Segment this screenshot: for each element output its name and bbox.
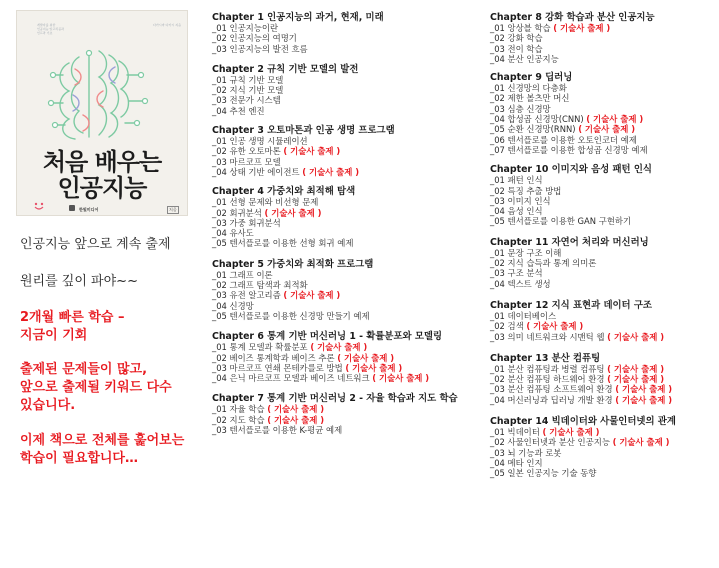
toc-item-label: _02 강화 학습 (490, 33, 543, 44)
chapter-section (490, 237, 718, 289)
chapter-section (212, 393, 482, 435)
note-future-keywords: 앞으로 출제될 키워드 다수 (20, 380, 172, 395)
toc-item (490, 248, 718, 258)
series-mark: 처음 (169, 207, 177, 212)
chapter-section (490, 300, 718, 342)
exam-badge: ( 기술사 출제 ) (337, 352, 395, 363)
toc-item-label: _05 일본 인공지능 기술 동향 (490, 468, 597, 479)
exam-badge: ( 기술사 출제 ) (267, 414, 325, 425)
exam-badge: ( 기술사 출제 ) (372, 373, 430, 384)
toc-item-label: _03 마르코프 모델 (212, 156, 281, 167)
toc-item-label: _04 추천 엔진 (212, 105, 265, 116)
toc-item-label: _03 이미지 인식 (490, 195, 551, 206)
toc-item-label: _02 분산 컴퓨팅 하드웨어 환경 (490, 374, 605, 385)
toc-item (212, 425, 482, 435)
toc-item-label: _02 회귀분석 (212, 207, 262, 218)
toc-item (490, 23, 718, 33)
exam-badge: ( 기술사 출제 ) (612, 437, 670, 448)
toc-item-label: _04 신경망 (212, 300, 254, 311)
toc-item-label: _04 은닉 마르코프 모델과 베이즈 네트워크 (212, 373, 370, 384)
exam-badge: ( 기술사 출제 ) (264, 207, 322, 218)
exam-badge: ( 기술사 출제 ) (526, 321, 584, 332)
toc-item-label: _05 텐서플로를 이용한 신경망 만들기 예제 (212, 310, 370, 321)
toc-item-label: _02 특징 추출 방법 (490, 185, 562, 196)
toc-item (490, 279, 718, 289)
toc-item (212, 95, 482, 105)
chapter-title: Chapter 6 통계 기반 머신러닝 1 - 확률분포와 모델링 (212, 331, 443, 343)
note-fast-learning: 2개월 빠른 학습 – (20, 310, 125, 325)
chapter-section (212, 186, 482, 248)
toc-item (490, 186, 718, 196)
toc-item-label: _03 심층 신경망 (490, 103, 551, 114)
toc-item-label: _01 선형 문제와 비선형 문제 (212, 197, 319, 208)
toc-item-label: _03 텐서플로를 이용한 K-평균 예제 (212, 425, 343, 436)
toc-item-label: _01 빅데이터 (490, 427, 540, 438)
chapter-section (212, 12, 482, 54)
exam-badge: ( 기술사 출제 ) (615, 384, 673, 395)
chapter-section (490, 416, 718, 478)
toc-column-left (212, 12, 482, 435)
note-now-chance: 지금이 기회 (20, 328, 88, 343)
toc-item (212, 311, 482, 321)
toc-item-label: _03 전문가 시스템 (212, 95, 281, 106)
toc-item-label: _03 유전 알고리즘 (212, 290, 281, 301)
cover-title-line-2: 인공지능 (57, 174, 147, 202)
toc-item (212, 373, 482, 383)
toc-item-label: _01 데이터베이스 (490, 310, 557, 321)
note-read-book: 이제 책으로 전체를 훑어보는 (20, 433, 185, 448)
exam-badge: ( 기술사 출제 ) (607, 363, 665, 374)
chapter-title: Chapter 13 분산 컴퓨팅 (490, 352, 601, 364)
toc-item (212, 270, 482, 280)
exam-badge: ( 기술사 출제 ) (578, 124, 636, 135)
toc-item (212, 44, 482, 54)
chapter-title: Chapter 14 빅데이터와 사물인터넷의 관계 (490, 416, 676, 428)
toc-item-label: _01 통계 모델과 확률분포 (212, 342, 308, 353)
toc-item-label: _01 인공 생명 시뮬레이션 (212, 136, 308, 147)
toc-item-label: _03 인공지능의 발전 흐름 (212, 43, 308, 54)
toc-item-label: _05 순환 신경망(RNN) (490, 124, 576, 135)
toc-item (490, 448, 718, 458)
toc-item (490, 437, 718, 447)
toc-item-label: _02 유한 오토마톤 (212, 146, 281, 157)
chapter-section (212, 259, 482, 321)
chapter-section (212, 331, 482, 383)
chapter-title: Chapter 8 강화 학습과 분산 인공지능 (490, 12, 655, 23)
toc-item (490, 311, 718, 321)
toc-item (212, 280, 482, 290)
chapter-title: Chapter 11 자연어 처리와 머신러닝 (490, 236, 649, 248)
chapter-section (490, 353, 718, 405)
toc-item-label: _03 뇌 기능과 로봇 (490, 447, 562, 458)
toc-item-label: _02 검색 (490, 321, 524, 332)
note-need-study: 학습이 필요합니다… (20, 451, 138, 466)
toc-item (212, 342, 482, 352)
toc-item-label: _05 텐서플로를 이용한 GAN 구현하기 (490, 216, 632, 227)
toc-item (490, 44, 718, 54)
book-cover (16, 10, 188, 216)
toc-item-label: _03 가중 회귀분석 (212, 217, 281, 228)
toc-item (212, 290, 482, 300)
toc-item (490, 395, 718, 405)
chapter-section (212, 125, 482, 177)
toc-item (490, 196, 718, 206)
toc-item (490, 321, 718, 331)
toc-item (212, 85, 482, 95)
toc-item (490, 175, 718, 185)
exam-badge: ( 기술사 출제 ) (310, 342, 368, 353)
chapter-section (212, 64, 482, 116)
cover-title-line-1: 처음 배우는 (42, 148, 162, 176)
toc-item-label: _07 텐서플로를 이용한 합성곱 신경망 예제 (490, 144, 648, 155)
cover-blurb: 개발자를 위한 인공지능 알고리즘과 인프라 기초 (37, 23, 65, 35)
smile-icon (33, 201, 45, 211)
toc-item (490, 268, 718, 278)
toc-item-label: _03 분산 컴퓨팅 소프트웨어 환경 (490, 384, 613, 395)
toc-item-label: _06 텐서플로를 이용한 오토인코더 예제 (490, 134, 637, 145)
exam-badge: ( 기술사 출제 ) (607, 374, 665, 385)
toc-item-label: _02 지식 기반 모델 (212, 85, 284, 96)
toc-item-label: _03 의미 네트워크와 시맨틱 웹 (490, 331, 605, 342)
toc-item (212, 197, 482, 207)
toc-item-label: _01 규칙 기반 모델 (212, 74, 284, 85)
toc-item (490, 458, 718, 468)
chapter-title: Chapter 1 인공지능의 과거, 현재, 미래 (212, 12, 384, 23)
toc-item (490, 93, 718, 103)
toc-item-label: _02 지식 습득과 통계 의미론 (490, 258, 597, 269)
toc-item (490, 216, 718, 226)
cover-authors: 다카시마 다카시 지음 (153, 23, 181, 27)
toc-item-label: _02 인공지능의 여명기 (212, 33, 297, 44)
note-dig-deep: 원리를 깊이 파야~~ (20, 274, 138, 289)
toc-item-label: _01 자율 학습 (212, 404, 265, 415)
toc-item (490, 206, 718, 216)
toc-item-label: _03 전이 학습 (490, 43, 543, 54)
chapter-title: Chapter 10 이미지와 음성 패턴 인식 (490, 164, 652, 176)
toc-item (212, 301, 482, 311)
toc-item (490, 427, 718, 437)
chapter-section (490, 12, 718, 64)
chapter-title: Chapter 5 가중치와 최적화 프로그램 (212, 258, 374, 270)
toc-item-label: _01 패턴 인식 (490, 175, 543, 186)
toc-item (212, 23, 482, 33)
toc-item (490, 374, 718, 384)
exam-badge: ( 기술사 출제 ) (267, 404, 325, 415)
toc-item-label: _03 마르코프 연쇄 몬테카를로 방법 (212, 362, 343, 373)
note-ai-exam-trend: 인공지능 앞으로 계속 출제 (20, 237, 171, 252)
chapter-title: Chapter 2 규칙 기반 모델의 발전 (212, 63, 359, 75)
chapter-title: Chapter 9 딥러닝 (490, 72, 573, 84)
note-exists: 있습니다. (20, 398, 76, 413)
exam-badge: ( 기술사 출제 ) (283, 290, 341, 301)
toc-item-label: _04 메타 인지 (490, 457, 543, 468)
note-many-questions: 출제된 문제들이 많고, (20, 362, 148, 377)
toc-item (212, 238, 482, 248)
chapter-title: Chapter 12 지식 표현과 데이터 구조 (490, 299, 652, 311)
toc-item (490, 135, 718, 145)
toc-column-right (490, 12, 718, 479)
publisher-logo: 한빛미디어 (79, 207, 99, 212)
toc-item (490, 104, 718, 114)
toc-item-label: _04 상태 기반 에이전트 (212, 166, 300, 177)
toc-item (490, 332, 718, 342)
toc-item-label: _01 앙상블 학습 (490, 23, 551, 33)
toc-item-label: _01 그래프 이론 (212, 269, 273, 280)
toc-item (490, 114, 718, 124)
exam-badge: ( 기술사 출제 ) (283, 146, 341, 157)
toc-item-label: _05 텐서플로를 이용한 선형 회귀 예제 (212, 238, 354, 249)
toc-item (212, 75, 482, 85)
chapter-section (490, 72, 718, 155)
toc-item (212, 353, 482, 363)
toc-item-label: _01 신경망의 다층화 (490, 83, 567, 94)
toc-item (490, 54, 718, 64)
toc-item-label: _01 분산 컴퓨팅과 병렬 컴퓨팅 (490, 363, 605, 374)
toc-item (212, 363, 482, 373)
toc-item (212, 33, 482, 43)
toc-item (490, 145, 718, 155)
toc-item (490, 258, 718, 268)
toc-item (490, 468, 718, 478)
exam-badge: ( 기술사 출제 ) (542, 427, 600, 438)
toc-item (212, 208, 482, 218)
toc-item (212, 146, 482, 156)
toc-item-label: _04 머신러닝과 딥러닝 개발 환경 (490, 394, 613, 405)
toc-item-label: _04 음성 인식 (490, 206, 543, 217)
chapter-title: Chapter 7 통계 기반 머신러닝 2 - 자율 학습과 지도 학습 (212, 393, 458, 405)
toc-item (212, 167, 482, 177)
toc-item-label: _02 베이즈 통계학과 베이즈 추론 (212, 352, 335, 363)
toc-item-label: _01 문장 구조 이해 (490, 247, 562, 258)
toc-item-label: _01 인공지능이란 (212, 23, 279, 33)
chapter-section (490, 164, 718, 226)
toc-item (490, 83, 718, 93)
toc-item-label: _02 사물인터넷과 분산 인공지능 (490, 437, 610, 448)
toc-item-label: _04 합성곱 신경망(CNN) (490, 114, 584, 125)
chapter-title: Chapter 3 오토마톤과 인공 생명 프로그램 (212, 125, 395, 137)
toc-item (212, 228, 482, 238)
exam-badge: ( 기술사 출제 ) (586, 114, 644, 125)
toc-item-label: _02 그래프 탐색과 최적화 (212, 280, 308, 291)
toc-item (212, 218, 482, 228)
toc-item-label: _04 텍스트 생성 (490, 278, 551, 289)
exam-badge: ( 기술사 출제 ) (302, 166, 360, 177)
toc-item-label: _02 제한 볼츠만 머신 (490, 93, 570, 104)
toc-item-label: _04 분산 인공지능 (490, 53, 559, 64)
chapter-title: Chapter 4 가중치와 최적해 탐색 (212, 186, 356, 198)
toc-item-label: _02 지도 학습 (212, 414, 265, 425)
toc-item (212, 136, 482, 146)
toc-item (490, 364, 718, 374)
exam-badge: ( 기술사 출제 ) (615, 394, 673, 405)
toc-item (212, 415, 482, 425)
toc-item-label: _04 유사도 (212, 228, 254, 239)
toc-item (212, 157, 482, 167)
toc-item (490, 33, 718, 43)
exam-badge: ( 기술사 출제 ) (345, 362, 403, 373)
toc-item-label: _03 구조 분석 (490, 268, 543, 279)
exam-badge: ( 기술사 출제 ) (607, 331, 665, 342)
toc-item (490, 384, 718, 394)
cover-title (17, 149, 187, 201)
toc-item (212, 106, 482, 116)
toc-item (212, 404, 482, 414)
exam-badge: ( 기술사 출제 ) (553, 23, 611, 33)
toc-item (490, 124, 718, 134)
